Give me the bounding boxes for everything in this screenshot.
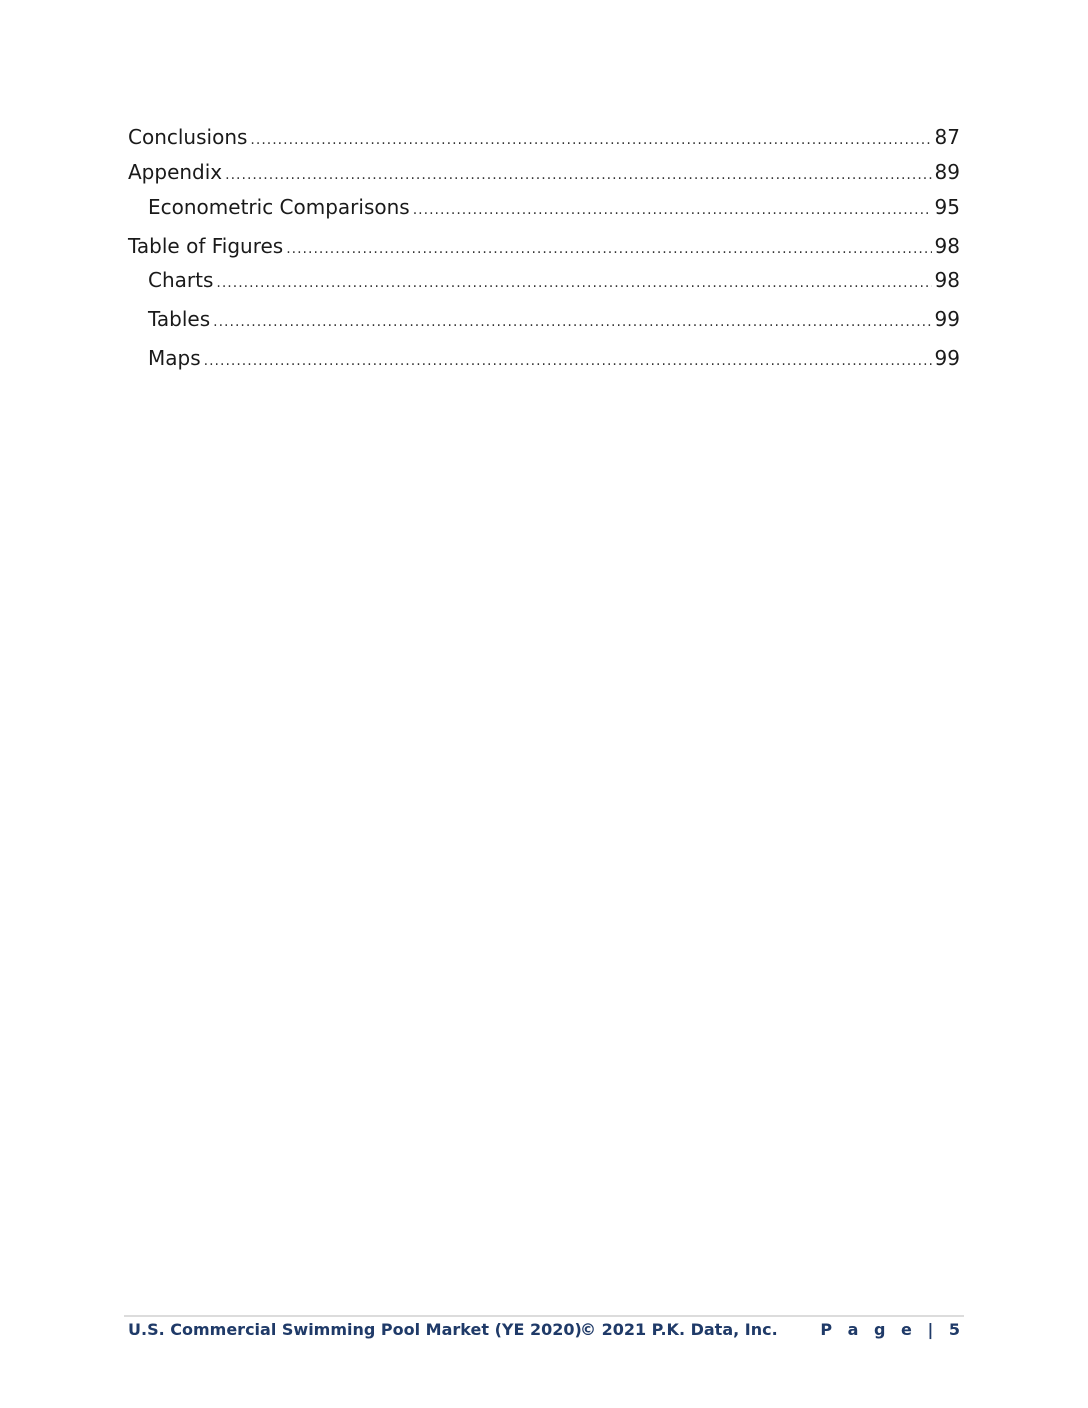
toc-entry-label: Econometric Comparisons: [148, 195, 410, 219]
toc-entry-tables[interactable]: [128, 306, 960, 332]
toc-entry-conclusions[interactable]: [128, 124, 960, 150]
toc-entry-label: Maps: [148, 346, 201, 370]
toc-entry-page: 87: [934, 125, 960, 149]
toc-entry-label: Charts: [148, 268, 214, 292]
toc-dot-leader: [216, 273, 931, 293]
toc-entry-label: Tables: [148, 307, 211, 331]
toc-entry-page: 98: [934, 268, 960, 292]
toc-entry-charts[interactable]: [128, 267, 960, 293]
table-of-contents: [128, 124, 960, 371]
toc-entry-label: Appendix: [128, 160, 223, 184]
footer-page-label: P a g e |: [820, 1320, 939, 1339]
toc-dot-leader: [204, 351, 932, 371]
toc-entry-label: Table of Figures: [128, 234, 284, 258]
toc-entry-label: Conclusions: [128, 125, 248, 149]
footer-divider: [124, 1315, 964, 1317]
toc-entry-maps[interactable]: [128, 345, 960, 371]
toc-dot-leader: [413, 200, 932, 220]
toc-entry-page: 89: [934, 160, 960, 184]
footer-copyright: © 2021 P.K. Data, Inc.: [580, 1320, 778, 1339]
toc-dot-leader: [225, 165, 931, 185]
toc-dot-leader: [286, 239, 931, 259]
toc-entry-page: 99: [934, 346, 960, 370]
toc-dot-leader: [213, 312, 931, 332]
page-footer: [128, 1320, 960, 1344]
toc-entry-page: 99: [934, 307, 960, 331]
toc-entry-appendix[interactable]: [128, 159, 960, 185]
toc-entry-page: 98: [934, 234, 960, 258]
footer-report-title: U.S. Commercial Swimming Pool Market (YE 2020): [128, 1320, 582, 1339]
toc-entry-page: 95: [934, 195, 960, 219]
toc-entry-econometric-comparisons[interactable]: [128, 194, 960, 220]
footer-page-indicator: [820, 1320, 960, 1339]
toc-dot-leader: [250, 130, 931, 150]
toc-entry-table-of-figures[interactable]: [128, 233, 960, 259]
footer-page-number: 5: [948, 1320, 960, 1339]
